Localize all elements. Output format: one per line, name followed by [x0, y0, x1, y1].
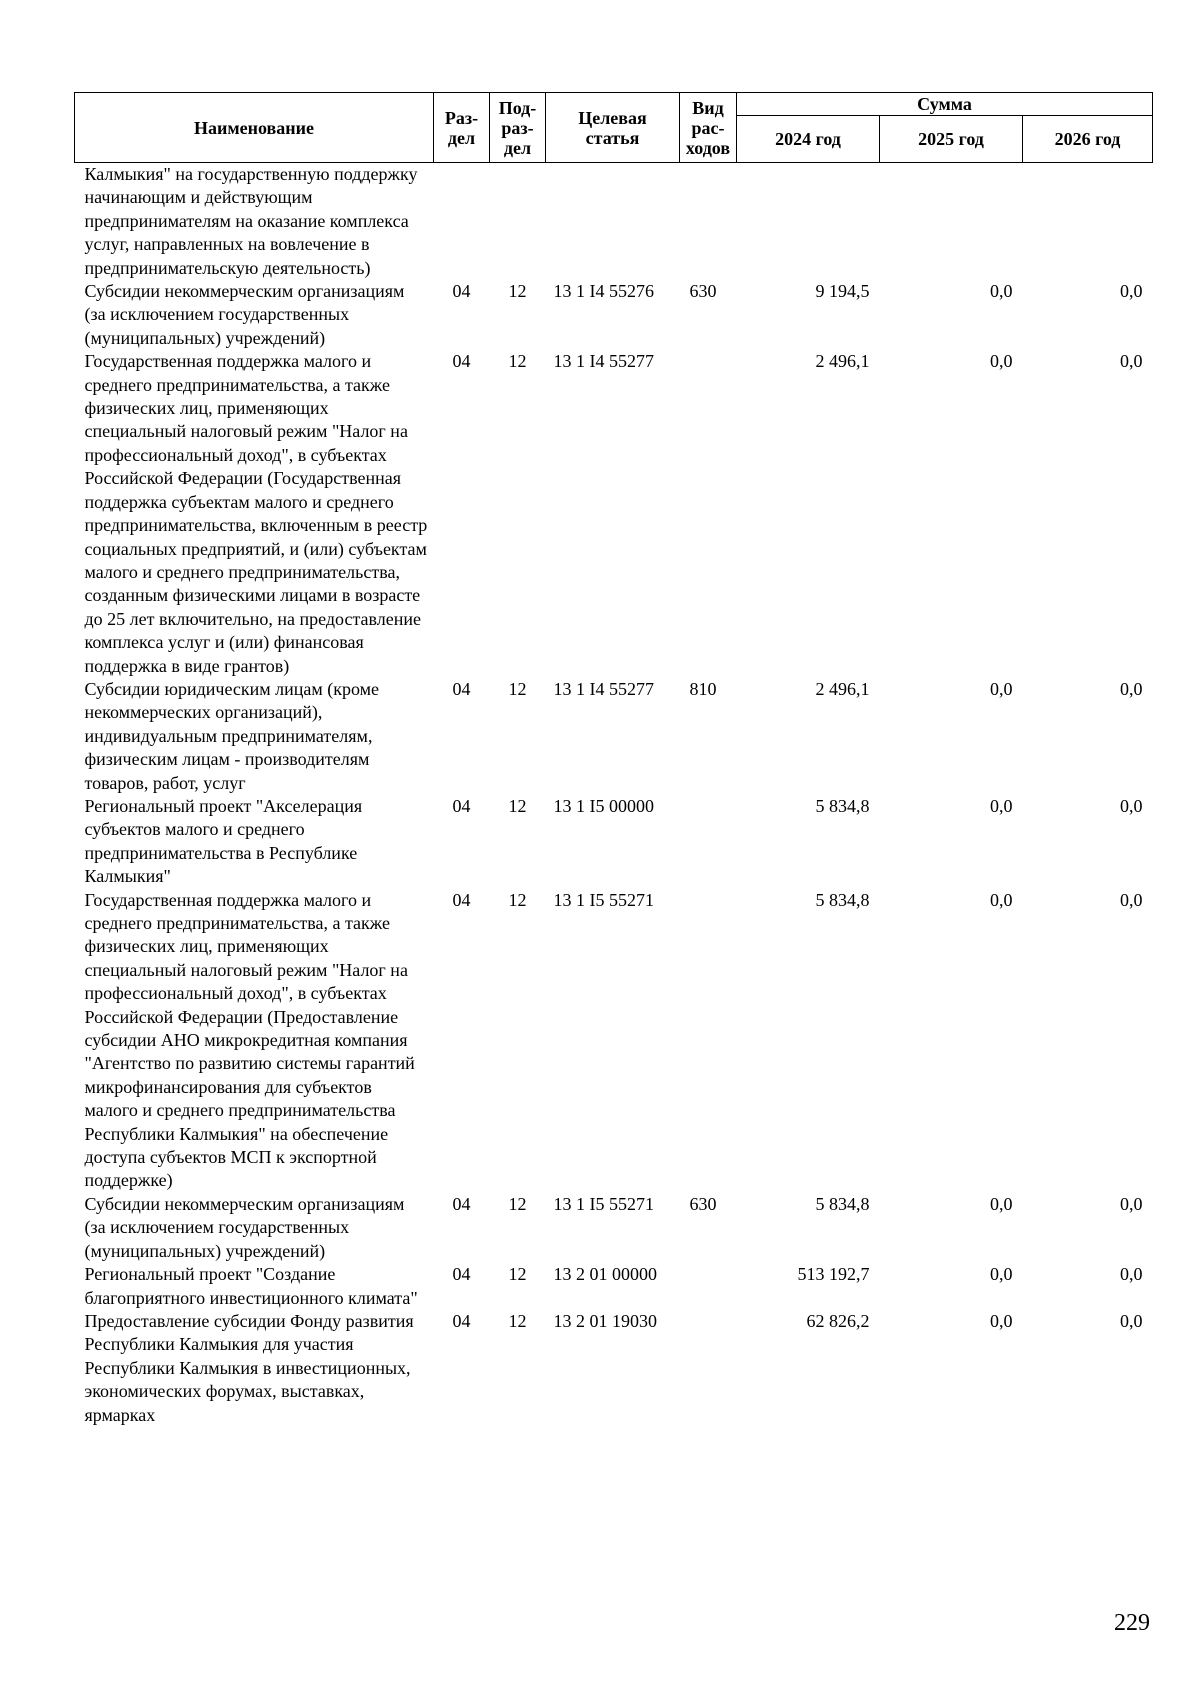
row-target-article: 13 1 I5 55271	[553, 889, 654, 910]
row-target-article: 13 2 01 00000	[553, 1264, 657, 1285]
row-name: Региональный проект "Акселерация субъектов малого и среднего предпринимательства в Республике Калмыкия"	[84, 795, 363, 887]
row-amount-2024: 62 826,2	[806, 1310, 870, 1331]
row-target-article: 13 1 I4 55277	[553, 351, 654, 372]
row-amount-2026: 0,0	[1120, 889, 1143, 910]
row-amount-2025: 0,0	[990, 281, 1013, 302]
page-number: 229	[1114, 1610, 1150, 1636]
row-name: Региональный проект "Создание благоприятного инвестиционного климата"	[84, 1264, 418, 1308]
header-podrazdel: Под- раз- дел	[490, 93, 546, 163]
row-podrazdel: 12	[508, 889, 527, 910]
row-razdel: 04	[452, 889, 471, 910]
row-razdel	[434, 163, 490, 281]
table-row	[75, 795, 1153, 889]
row-podrazdel: 12	[508, 1310, 527, 1331]
row-podrazdel: 12	[508, 1264, 527, 1285]
row-expense-type: 630	[689, 1193, 717, 1214]
budget-table	[74, 92, 1153, 1427]
row-amount-2026: 0,0	[1120, 1310, 1143, 1331]
row-amount-2024	[737, 163, 880, 281]
header-year-2025: 2025 год	[880, 116, 1023, 163]
row-amount-2026: 0,0	[1120, 1264, 1143, 1285]
row-amount-2025: 0,0	[990, 678, 1013, 699]
row-amount-2025: 0,0	[990, 351, 1013, 372]
row-amount-2024: 5 834,8	[815, 1193, 870, 1214]
row-target-article: 13 1 I5 55271	[553, 1193, 654, 1214]
row-name: Предоставление субсидии Фонду развития Республики Калмыкия для участия Республики Калмыкия в инвестиционных, экономических форумах, выставках, ярмарках	[84, 1310, 414, 1425]
row-expense-type	[680, 795, 737, 889]
header-vid: Вид рас- ходов	[680, 93, 737, 163]
row-podrazdel: 12	[508, 351, 527, 372]
row-target-article: 13 1 I4 55277	[553, 678, 654, 699]
row-name: Субсидии некоммерческим организациям (за исключением государственных (муниципальных) учреждений)	[84, 1193, 405, 1261]
row-razdel: 04	[452, 1264, 471, 1285]
row-name: Государственная поддержка малого и среднего предпринимательства, а также физических лиц, применяющих специальный налоговый режим "Налог на профессиональный доход", в субъектах Российской Федерации (Государственная поддержка субъектам малого и среднего предпринимательства, включенным в реестр социальных предприятий, и (или) субъектам малого и среднего предпринимательства, созданным физическими лицами в возрасте до 25 лет включительно, на предоставление комплекса услуг и (или) финансовая поддержка в виде грантов)	[84, 351, 428, 676]
table-row	[75, 163, 1153, 281]
row-name: Субсидии некоммерческим организациям (за исключением государственных (муниципальных) учреждений)	[84, 281, 405, 348]
row-amount-2026	[1023, 163, 1153, 281]
row-target-article: 13 1 I5 00000	[553, 795, 654, 816]
row-name: Калмыкия" на государственную поддержку начинающим и действующим предпринимателям на оказание комплекса услуг, направленных на вовлечение в предпринимательскую деятельность)	[84, 164, 418, 278]
row-razdel: 04	[452, 1310, 471, 1331]
row-expense-type	[680, 350, 737, 678]
row-podrazdel: 12	[508, 1193, 527, 1214]
row-expense-type	[680, 1263, 737, 1310]
row-target-article	[546, 163, 680, 281]
row-amount-2024: 9 194,5	[815, 281, 870, 302]
header-year-2024: 2024 год	[737, 116, 880, 163]
table-row	[75, 1310, 1153, 1427]
header-razdel: Раз- дел	[434, 93, 490, 163]
table-header	[75, 93, 1153, 163]
table-row	[75, 889, 1153, 1193]
table-row	[75, 1193, 1153, 1263]
row-amount-2026: 0,0	[1120, 678, 1143, 699]
table-row	[75, 280, 1153, 350]
row-amount-2026: 0,0	[1120, 1193, 1143, 1214]
row-amount-2024: 513 192,7	[797, 1264, 870, 1285]
table-row	[75, 1263, 1153, 1310]
row-podrazdel: 12	[508, 795, 527, 816]
row-amount-2024: 5 834,8	[815, 889, 870, 910]
header-summa: Сумма	[737, 93, 1153, 116]
header-name: Наименование	[75, 93, 434, 163]
row-expense-type: 630	[689, 281, 717, 302]
table-row	[75, 678, 1153, 795]
row-razdel: 04	[452, 351, 471, 372]
row-expense-type: 810	[689, 678, 717, 699]
row-razdel: 04	[452, 281, 471, 302]
row-amount-2025: 0,0	[990, 1193, 1013, 1214]
row-razdel: 04	[452, 795, 471, 816]
header-year-2026: 2026 год	[1023, 116, 1153, 163]
row-amount-2026: 0,0	[1120, 281, 1143, 302]
row-amount-2025: 0,0	[990, 1310, 1013, 1331]
row-podrazdel: 12	[508, 678, 527, 699]
row-amount-2024: 2 496,1	[815, 678, 870, 699]
row-amount-2024: 5 834,8	[815, 795, 870, 816]
row-amount-2025: 0,0	[990, 795, 1013, 816]
row-target-article: 13 1 I4 55276	[553, 281, 654, 302]
row-podrazdel	[490, 163, 546, 281]
row-razdel: 04	[452, 678, 471, 699]
row-podrazdel: 12	[508, 281, 527, 302]
row-amount-2025	[880, 163, 1023, 281]
row-expense-type	[680, 1310, 737, 1427]
table-body	[75, 163, 1153, 1427]
row-name: Государственная поддержка малого и среднего предпринимательства, а также физических лиц, применяющих специальный налоговый режим "Налог на профессиональный доход", в субъектах Российской Федерации (Предоставление субсидии АНО микрокредитная компания "Агентство по развитию системы гарантий микрофинансирования для субъектов малого и среднего предпринимательства Республики Калмыкия" на обеспечение доступа субъектов МСП к экспортной поддержке)	[84, 889, 415, 1191]
row-amount-2024: 2 496,1	[815, 351, 870, 372]
row-name: Субсидии юридическим лицам (кроме некоммерческих организаций), индивидуальным предпринимателям, физическим лицам - производителям товаров, работ, услуг	[84, 678, 380, 793]
row-razdel: 04	[452, 1193, 471, 1214]
row-amount-2025: 0,0	[990, 1264, 1013, 1285]
row-amount-2025: 0,0	[990, 889, 1013, 910]
row-expense-type	[680, 889, 737, 1193]
row-expense-type	[680, 163, 737, 281]
row-amount-2026: 0,0	[1120, 795, 1143, 816]
row-target-article: 13 2 01 19030	[553, 1310, 657, 1331]
row-amount-2026: 0,0	[1120, 351, 1143, 372]
header-target: Целевая статья	[546, 93, 680, 163]
table-row	[75, 350, 1153, 678]
